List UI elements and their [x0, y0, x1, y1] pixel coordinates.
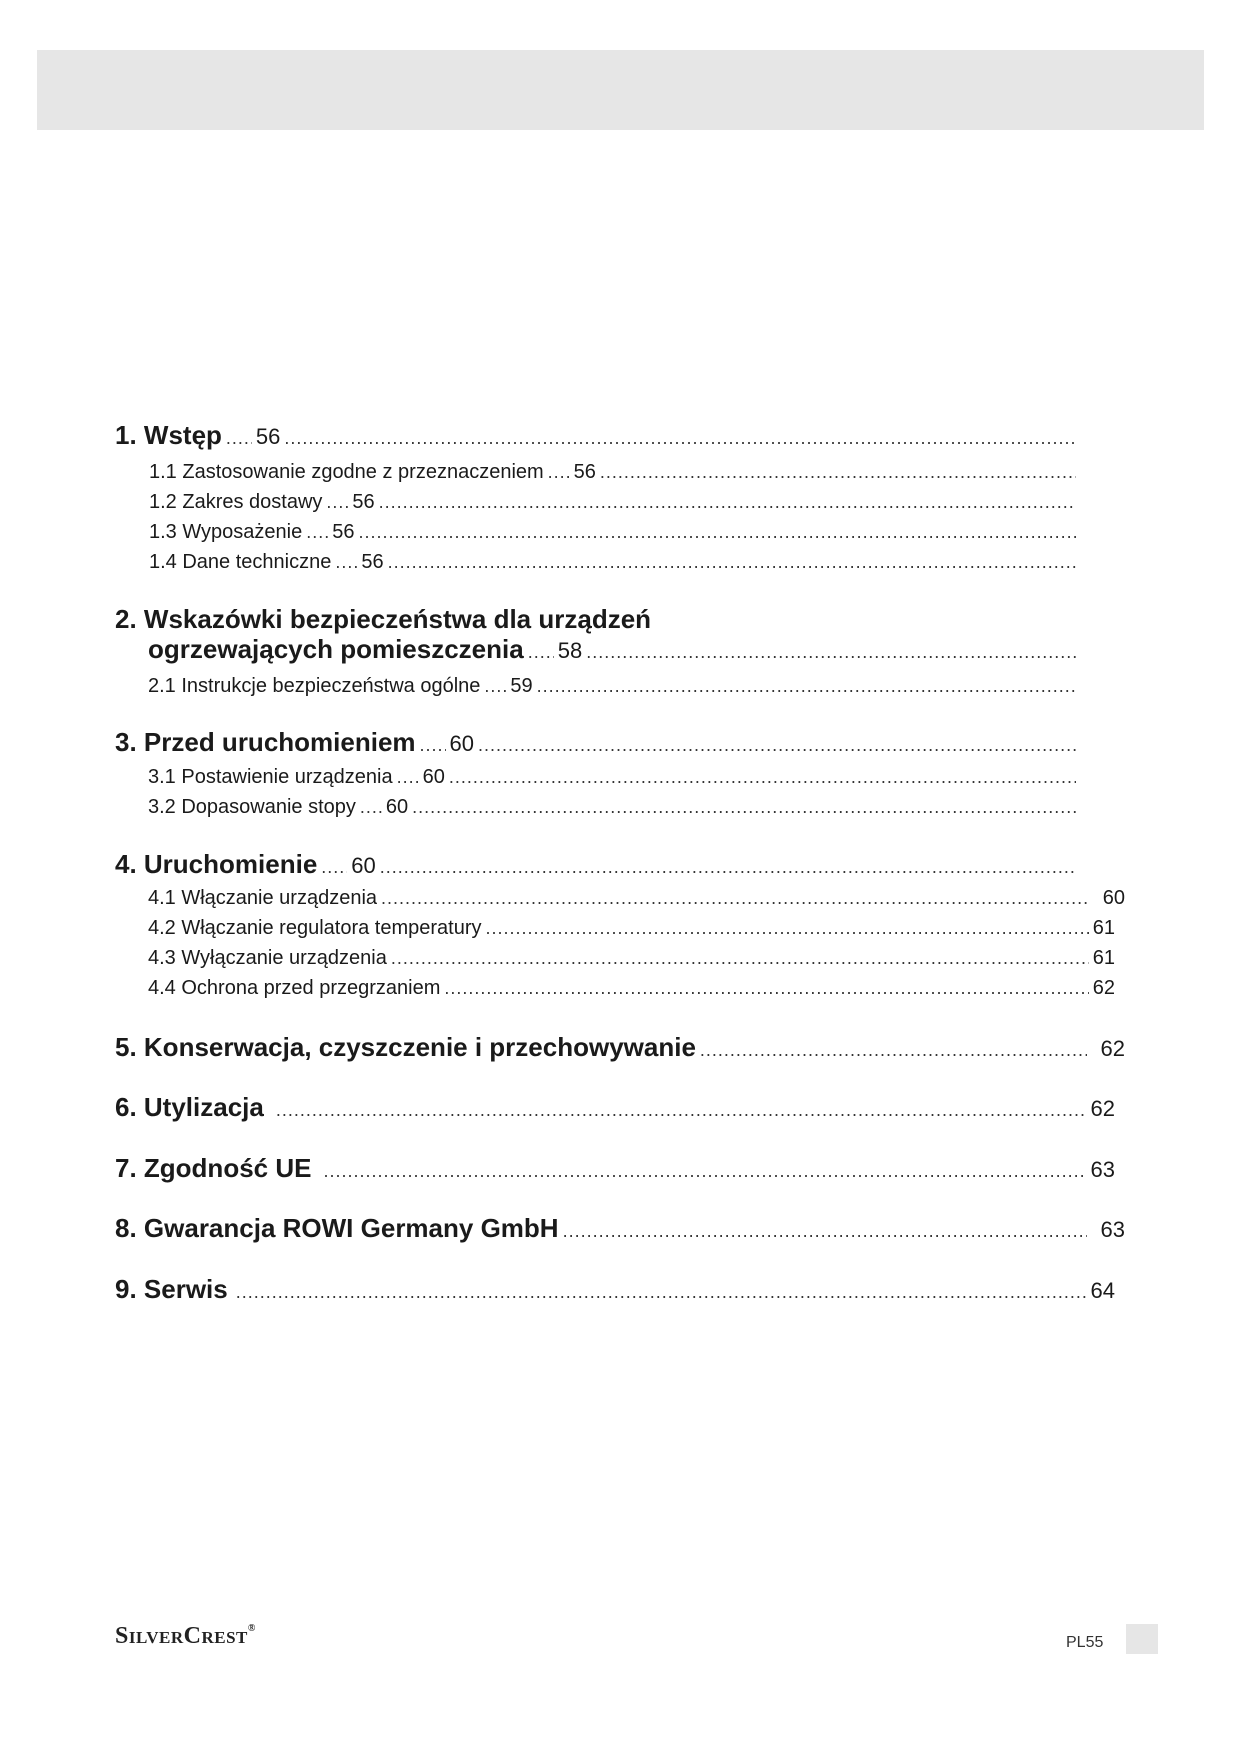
toc-entry-1[interactable] — [115, 420, 1080, 451]
toc-entry-8[interactable] — [115, 1213, 1125, 1244]
header-band — [37, 50, 1204, 130]
toc-leader — [360, 797, 382, 818]
toc-title: 4.4 Ochrona przed przegrzaniem — [148, 977, 441, 999]
toc-entry-1-4[interactable] — [149, 551, 1080, 574]
toc-page: 60 — [449, 731, 475, 756]
toc-leader — [379, 492, 1076, 513]
toc-title: 6. Utylizacja — [115, 1092, 264, 1122]
toc-title: 5. Konserwacja, czyszczenie i przechowywanie — [115, 1032, 696, 1062]
toc-title: ogrzewających pomieszczenia — [148, 634, 524, 664]
toc-leader — [276, 1100, 1087, 1121]
toc-entry-4-2[interactable] — [148, 917, 1115, 940]
toc-leader — [528, 642, 554, 663]
toc-page: 62 — [1092, 977, 1115, 999]
toc-leader — [537, 676, 1076, 697]
toc-leader — [335, 552, 357, 573]
brand-registered-mark: ® — [247, 1623, 256, 1634]
page-corner-tab — [1126, 1624, 1158, 1654]
toc-leader — [586, 642, 1076, 663]
toc-title: 1.2 Zakres dostawy — [149, 491, 323, 513]
toc-entry-2-line1[interactable]: 2. Wskazówki bezpieczeństwa dla urządzeń — [115, 604, 652, 634]
toc-leader — [236, 1282, 1087, 1303]
toc-entry-1-2[interactable] — [149, 491, 1080, 514]
toc-page: 56 — [352, 491, 375, 513]
toc-leader — [321, 857, 347, 878]
toc-entry-2[interactable] — [148, 634, 1080, 665]
toc-page: 60 — [385, 796, 409, 818]
toc-entry-4-3[interactable] — [148, 947, 1115, 970]
toc-entry-6[interactable] — [115, 1092, 1115, 1123]
toc-title: 2.1 Instrukcje bezpieczeństwa ogólne — [148, 675, 481, 697]
toc-leader — [484, 676, 506, 697]
toc-page: 58 — [557, 638, 583, 663]
toc-leader — [226, 428, 252, 449]
toc-entry-4-4[interactable] — [148, 977, 1115, 1000]
toc-entry-5[interactable] — [115, 1032, 1125, 1063]
toc-leader — [391, 948, 1089, 969]
toc-page: 60 — [351, 853, 376, 878]
toc-entry-1-1[interactable] — [149, 461, 1080, 484]
toc-page: 56 — [361, 551, 384, 573]
toc-page: 60 — [422, 766, 445, 788]
toc-leader — [284, 428, 1076, 449]
toc-leader — [359, 522, 1077, 543]
toc-title: 4. Uruchomienie — [115, 849, 318, 879]
toc-title: 3.2 Dopasowanie stopy — [148, 796, 356, 818]
toc-title: 8. Gwarancja ROWI Germany GmbH — [115, 1213, 559, 1243]
toc-entry-7[interactable] — [115, 1153, 1115, 1184]
toc-page: 59 — [510, 675, 533, 697]
toc-leader — [700, 1040, 1087, 1061]
toc-entry-3-1[interactable] — [148, 766, 1080, 789]
toc-page: 56 — [255, 424, 281, 449]
toc-title: 1.3 Wyposażenie — [149, 521, 303, 543]
toc-leader — [412, 797, 1076, 818]
toc-leader — [323, 1161, 1086, 1182]
toc-entry-1-3[interactable] — [149, 521, 1080, 544]
toc-page: 62 — [1090, 1096, 1115, 1121]
toc-leader — [563, 1221, 1087, 1242]
toc-leader — [388, 552, 1076, 573]
toc-entry-3[interactable] — [115, 727, 1080, 758]
brand-logo-text: SilverCrest — [115, 1623, 248, 1649]
toc-entry-4[interactable] — [115, 849, 1080, 880]
toc-leader — [449, 767, 1076, 788]
toc-leader — [306, 522, 328, 543]
toc-title: 9. Serwis — [115, 1274, 228, 1304]
page-number: PL55 — [1066, 1634, 1104, 1651]
toc-entry-2-1[interactable] — [148, 675, 1080, 698]
toc-page: 60 — [1102, 887, 1125, 909]
toc-page: 63 — [1100, 1217, 1125, 1242]
toc-title: 1.4 Dane techniczne — [149, 551, 332, 573]
toc-title: 1. Wstęp — [115, 420, 222, 450]
toc-page: 64 — [1090, 1278, 1115, 1303]
toc-leader — [420, 735, 446, 756]
toc-title: 1.1 Zastosowanie zgodne z przeznaczeniem — [149, 461, 544, 483]
toc-page: 61 — [1092, 947, 1115, 969]
toc-entry-3-2[interactable] — [148, 796, 1080, 819]
toc-page: 61 — [1092, 917, 1115, 939]
toc-leader — [444, 978, 1088, 999]
toc-leader — [397, 767, 419, 788]
toc-title: 3. Przed uruchomieniem — [115, 727, 416, 757]
toc-leader — [600, 462, 1076, 483]
toc-page: 63 — [1090, 1157, 1115, 1182]
toc-leader — [478, 735, 1076, 756]
toc-entry-9[interactable] — [115, 1274, 1115, 1305]
brand-logo — [115, 1623, 256, 1650]
toc-leader — [380, 857, 1076, 878]
toc-page: 56 — [332, 521, 355, 543]
toc-leader — [326, 492, 348, 513]
toc-title: 4.3 Wyłączanie urządzenia — [148, 947, 387, 969]
toc-leader — [381, 888, 1089, 909]
toc-page: 62 — [1100, 1036, 1125, 1061]
toc-title: 3.1 Postawienie urządzenia — [148, 766, 393, 788]
toc-leader — [548, 462, 570, 483]
toc-entry-4-1[interactable] — [148, 887, 1125, 910]
toc-title: 4.1 Włączanie urządzenia — [148, 887, 378, 909]
toc-title: 7. Zgodność UE — [115, 1153, 312, 1183]
toc-title: 4.2 Włączanie regulatora temperatury — [148, 917, 482, 939]
toc-leader — [486, 918, 1089, 939]
toc-page: 56 — [573, 461, 596, 483]
